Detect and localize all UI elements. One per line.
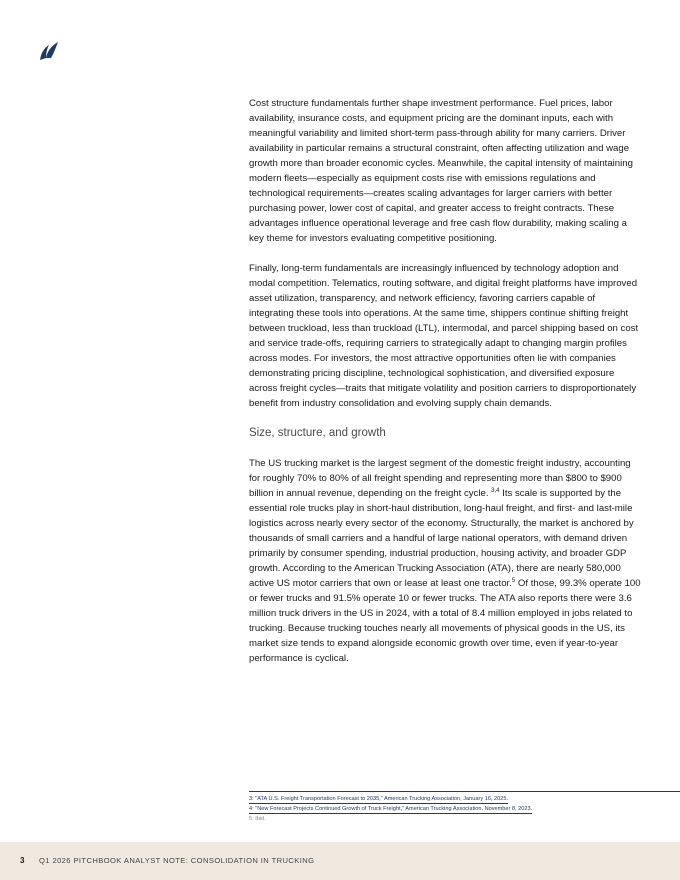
footnote-ref-3-4[interactable]: 3,4 [491,487,500,494]
footnotes [249,791,680,824]
footnote-5: 5: Ibid. [249,816,266,822]
page-footer [0,842,680,880]
footnote-ref-5[interactable]: 5 [511,577,516,584]
paragraph-technology: Finally, long-term fundamentals are increasingly influenced by technology adoption and modal competition. Telematics, routing software, and digital freight platforms have improved asset utilization, transparency, and network efficiency, favoring carriers capable of integrating these tools into operations. At the same time, shippers continue shifting freight between truckload, less than truckload (LTL), intermodal, and parcel shipping based on cost and service trade-offs, requiring carriers to strategically adapt to changing margin profiles across modes. For investors, the most attractive opportunities often lie with companies demonstrating pricing discipline, technological sophistication, and diversified exposure across freight cycles—traits that mitigate volatility and position carriers to disproportionately benefit from industry consolidation and evolving supply chain demands. [249,263,639,409]
paragraph-market-size: The US trucking market is the largest segment of the domestic freight industry, accounting for roughly 70% to 80% of all freight spending and representing more than $800 to $900 billion in annual revenue, depending on the freight cycle. $^{3,4}$ Its scale is supported by the essential role trucks play in short-haul distribution, long-haul freight, and first- and last-mile logistics across nearly every sector of the economy. Structurally, the market is anchored by thousands of small carriers and a handful of large national operators, with demand driven primarily by consumer spending, industrial production, housing activity, and broader GDP growth. According to the American Trucking Association (ATA), there are nearly 580,000 active US motor carriers that own or lease at least one tractor.$^5$ Of those, 99.3% operate 100 or fewer trucks and 91.5% operate 10 or fewer trucks. The ATA also reports there were 3.6 million truck drivers in the US in 2024, with a total of 8.4 million employed in jobs related to trucking. Because trucking touches nearly all movements of physical goods in the US, its market size tends to expand alongside economic growth over time, even if year-to-year performance is cyclical. [249,458,641,664]
footnote-4-link[interactable]: 4: "New Forecast Projects Continued Growth of Truck Freight," American Trucking Association, November 8, 2023. [249,806,533,812]
paragraph-cost-structure: Cost structure fundamentals further shape investment performance. Fuel prices, labor availability, insurance costs, and equipment pricing are the dominant inputs, each with meaningful variability and limited short-term pass-through ability for many carriers. Driver availability in particular remains a structural constraint, often affecting utilization and wage growth more than broader economic cycles. Meanwhile, the capital intensity of maintaining modern fleets—especially as equipment costs rise with emissions regulations and technological requirements—creates scaling advantages for larger carriers with better purchasing power, lower cost of capital, and greater access to freight contracts. These advantages influence operational leverage and free cash flow durability, making scaling a key theme for investors evaluating competitive positioning. [249,98,633,244]
footnote-3-link[interactable]: 3: "ATA U.S. Freight Transportation Forecast to 2035," American Trucking Association, January 16, 2025. [249,796,509,802]
page-number: 3 [20,856,25,865]
article-body [249,96,641,681]
pitchbook-logo-icon [38,40,60,62]
footer-title: Q1 2026 PITCHBOOK ANALYST NOTE: CONSOLIDATION IN TRUCKING [39,856,315,865]
section-heading: Size, structure, and growth [249,427,386,439]
